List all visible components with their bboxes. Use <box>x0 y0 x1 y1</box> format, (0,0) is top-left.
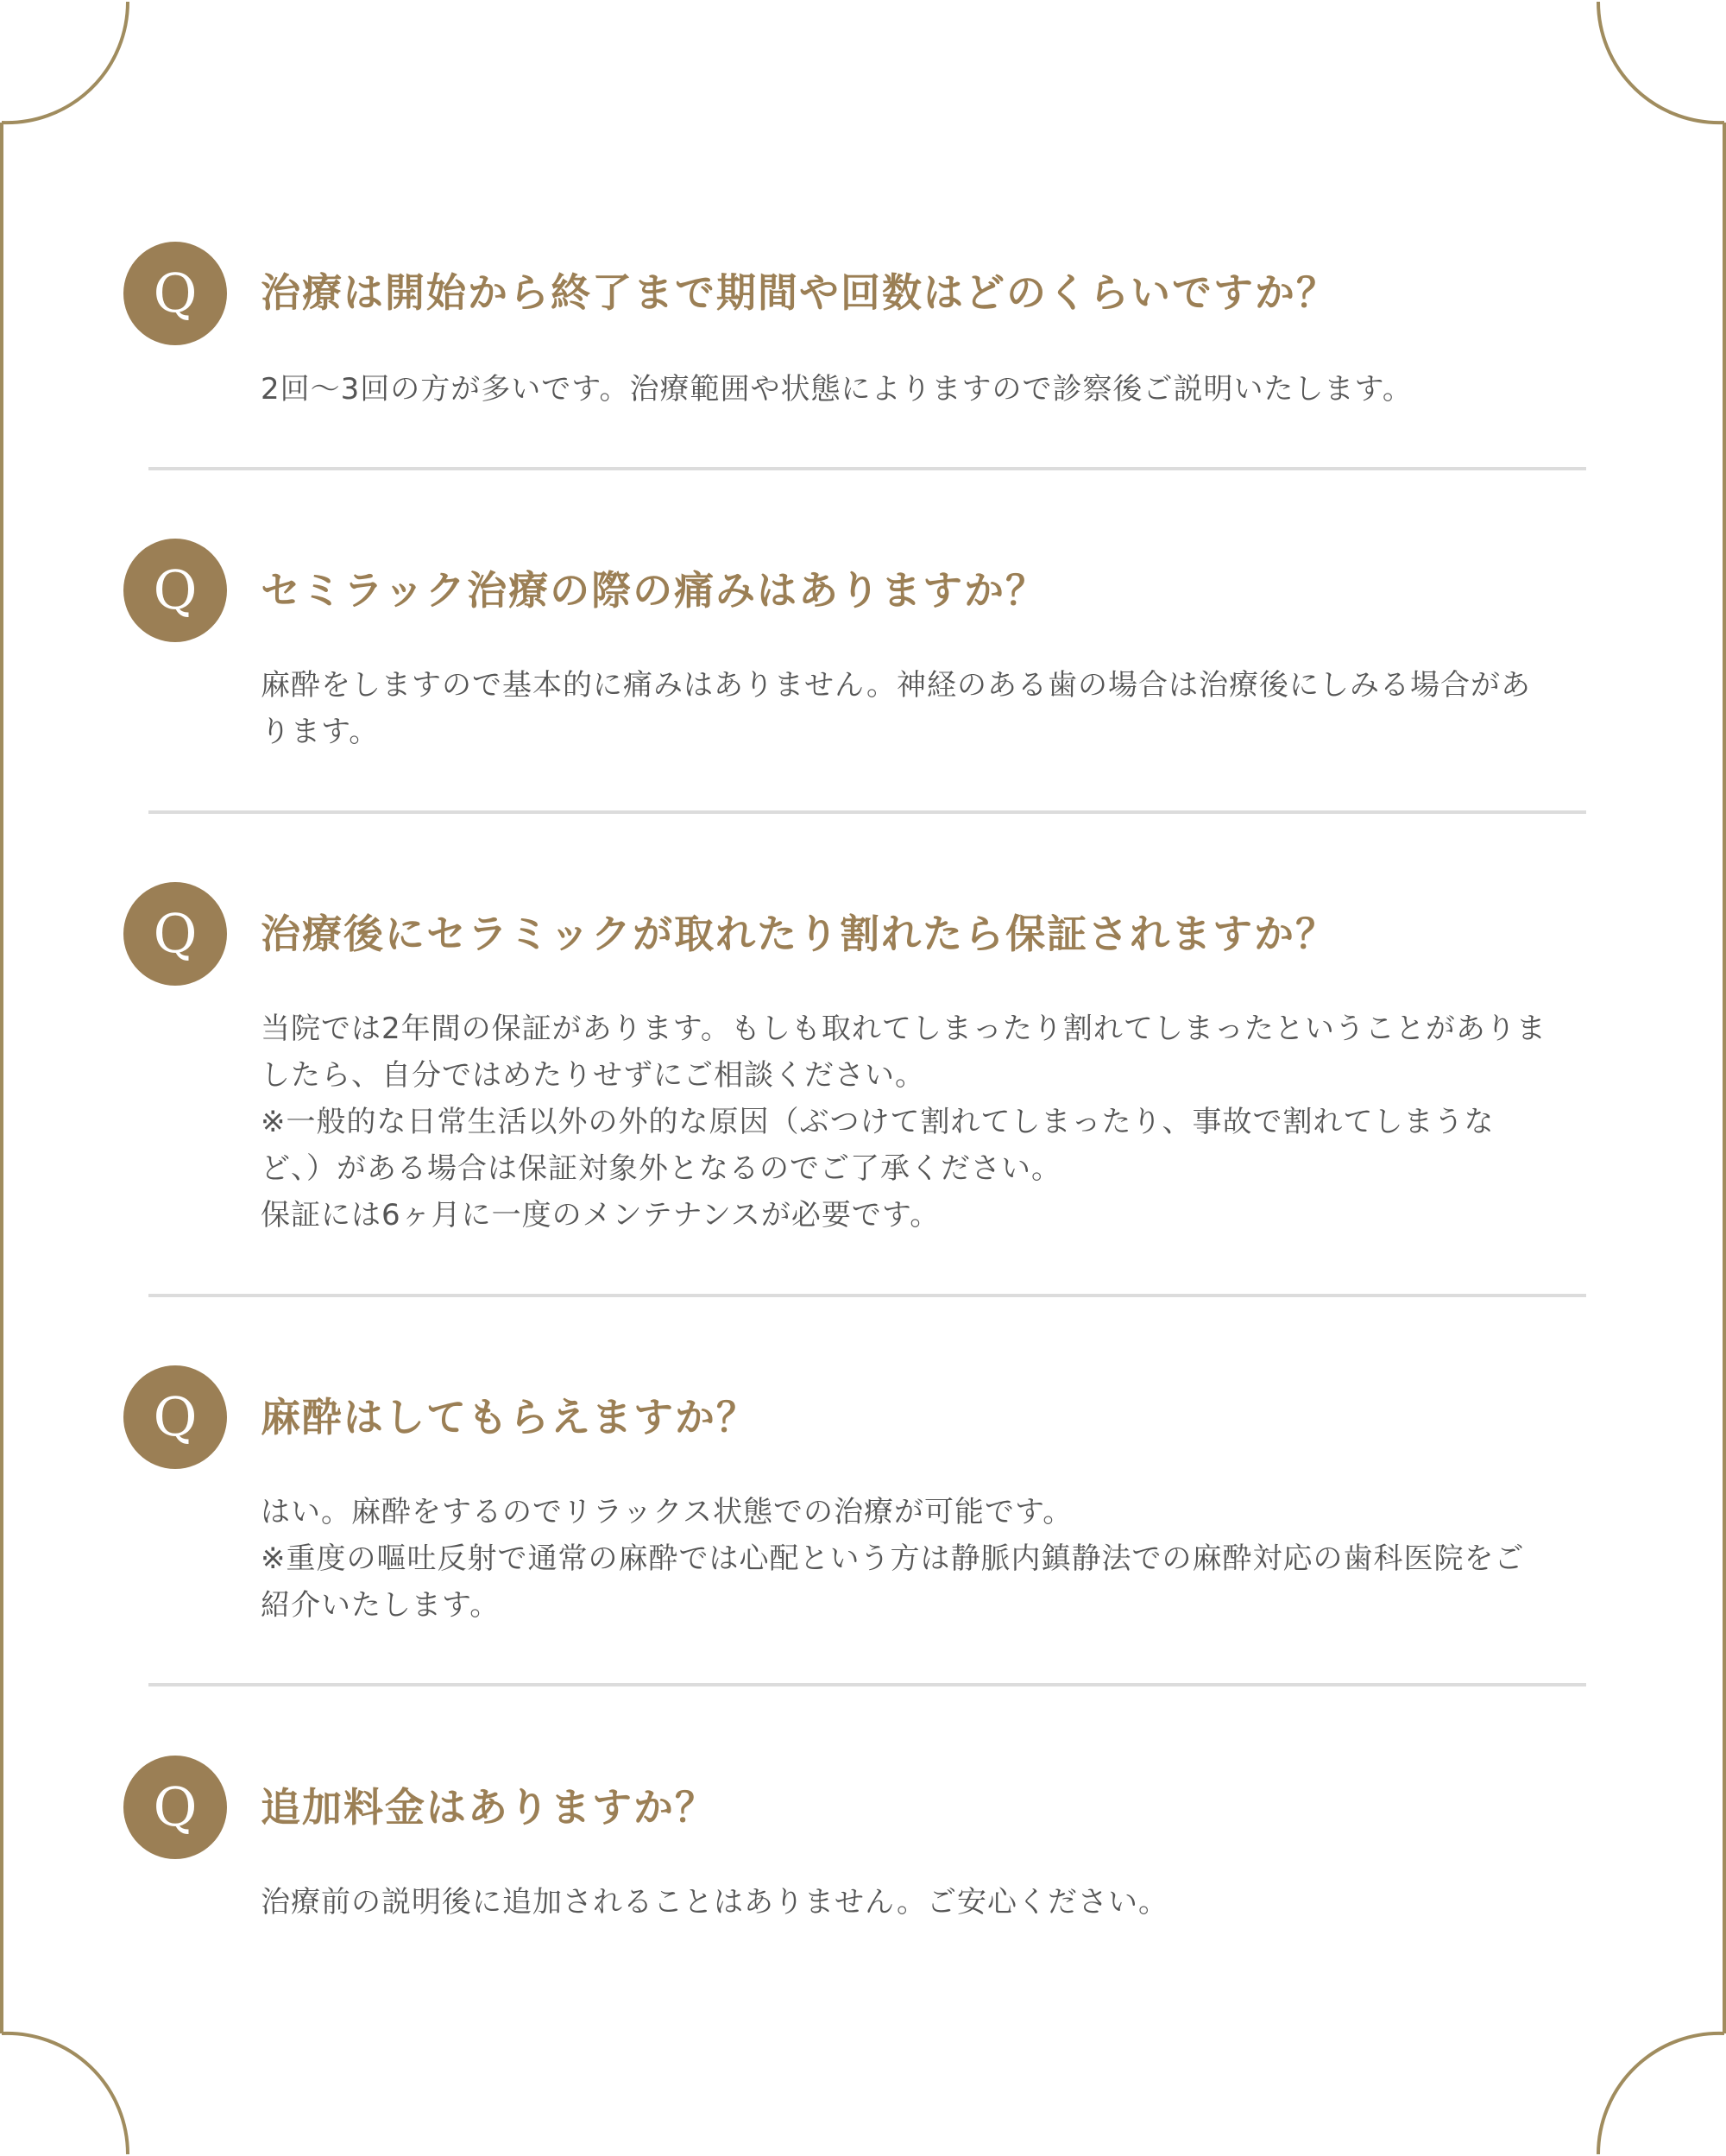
faq-question: セミラック治療の際の痛みはありますか？ <box>261 567 1048 614</box>
faq-answer <box>261 662 1590 755</box>
answer-line: 保証には6ヶ月に一度のメンテナンスが必要です。 <box>261 1198 941 1232</box>
faq-question: 治療は開始から終了まで期間や回数はどのくらいですか？ <box>261 269 1338 316</box>
faq-answer <box>261 1879 1590 1926</box>
faq-question: 麻酔はしてもらえますか？ <box>261 1394 758 1440</box>
answer-line: 紹介いたします。 <box>261 1588 501 1623</box>
answer-line: ります。 <box>261 715 380 749</box>
q-badge: Q <box>123 1756 227 1859</box>
answer-line: 治療前の説明後に追加されることはありません。ご安心ください。 <box>261 1885 1169 1920</box>
divider <box>148 1683 1586 1686</box>
answer-line: したら、自分ではめたりせずにご相談ください。 <box>261 1058 925 1093</box>
faq-answer <box>261 366 1590 413</box>
answer-line: 2回〜3回の方が多いです。治療範囲や状態によりますので診察後ご説明いたします。 <box>261 372 1413 407</box>
divider <box>148 1294 1586 1297</box>
q-badge: Q <box>123 242 227 345</box>
faq-question: 治療後にセラミックが取れたり割れたら保証されますか？ <box>261 911 1338 957</box>
answer-line: ※一般的な日常生活以外の外的な原因（ぶつけて割れてしまったり、事故で割れてしまうな <box>261 1105 1495 1139</box>
q-badge: Q <box>123 882 227 986</box>
q-badge: Q <box>123 539 227 642</box>
q-badge: Q <box>123 1365 227 1469</box>
answer-line: はい。麻酔をするのでリラックス状態での治療が可能です。 <box>261 1495 1074 1529</box>
answer-line: ど、）がある場合は保証対象外となるのでご了承ください。 <box>261 1151 1061 1186</box>
faq-answer <box>261 1489 1590 1629</box>
divider <box>148 810 1586 814</box>
answer-line: ※重度の嘔吐反射で通常の麻酔では心配という方は静脈内鎮静法での麻酔対応の歯科医院をご <box>261 1541 1525 1576</box>
faq-answer <box>261 1006 1590 1239</box>
answer-line: 当院では2年間の保証があります。もしも取れてしまったり割れてしまったということがありま <box>261 1012 1546 1046</box>
answer-line: 麻酔をしますので基本的に痛みはありません。神経のある歯の場合は治療後にしみる場合があ <box>261 668 1532 703</box>
faq-question: 追加料金はありますか？ <box>261 1784 716 1831</box>
divider <box>148 467 1586 470</box>
